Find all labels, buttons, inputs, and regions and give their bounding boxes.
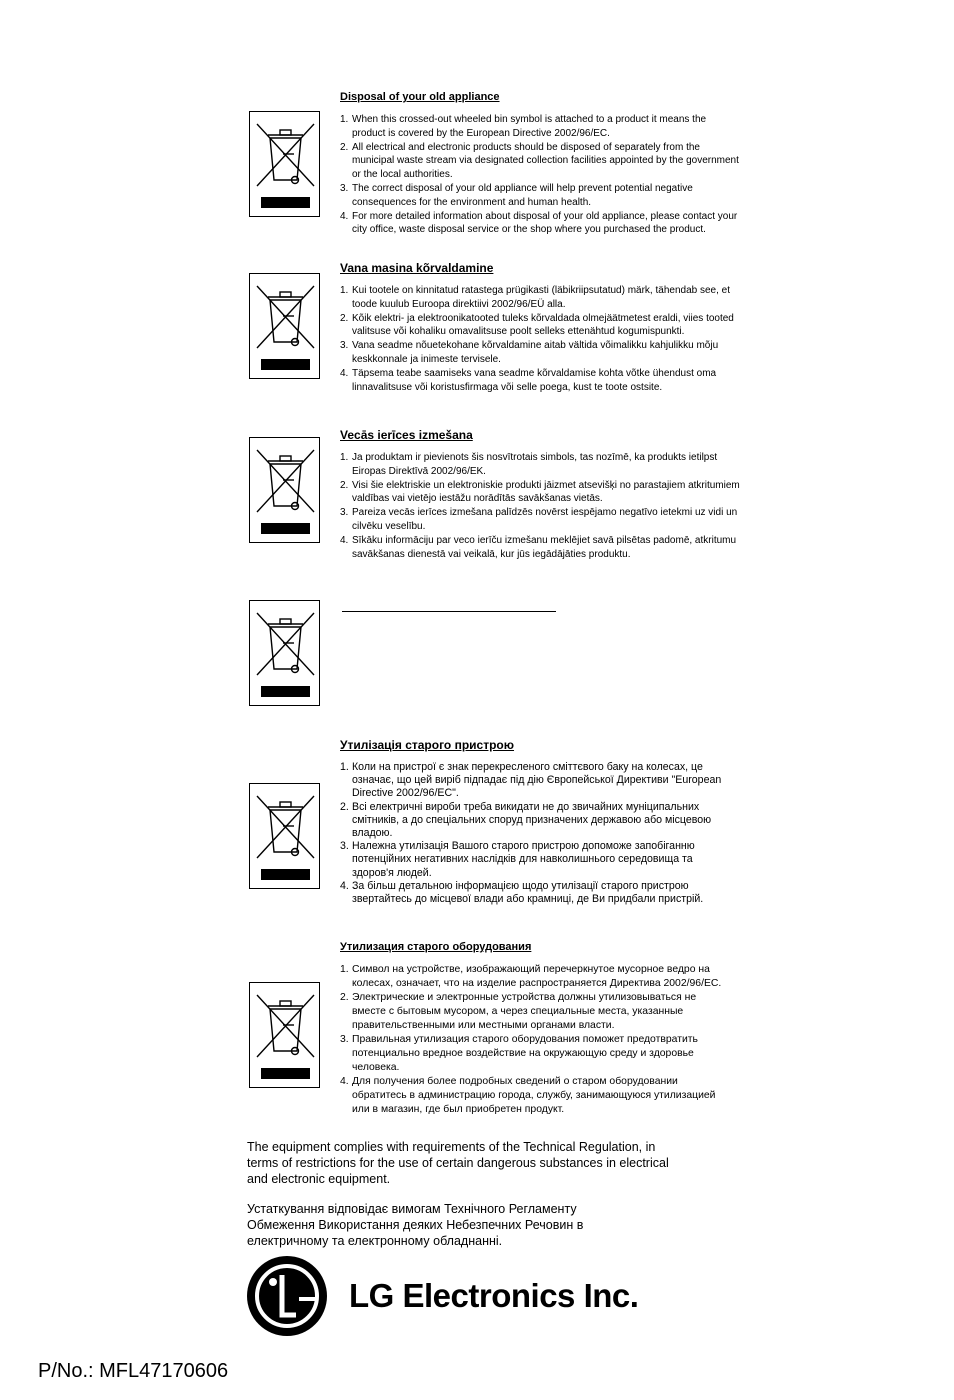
weee-bin-icon xyxy=(249,273,320,379)
section-title: Утилізація старого пристрою xyxy=(340,738,515,752)
list-item: 3. The correct disposal of your old appliance will help prevent potential negative consequences for the environment and human health. xyxy=(340,182,693,208)
empty-section-rule xyxy=(342,611,556,612)
compliance-text-english: The equipment complies with requirements of the Technical Regulation, in terms of restrictions for the use of certain dangerous substances in electrical and electronic equipment. xyxy=(247,1140,669,1186)
list-item: 3. Pareiza vecās ierīces izmešana palīdzēs novērst iespējamo negatīvo ietekmi uz vidi un cilvēku veselību. xyxy=(340,507,738,532)
weee-bin-icon xyxy=(249,600,320,706)
list-item: 3. Vana seadme nõuetekohane kõrvaldamine aitab vältida võimalikku kahjulikku mõju keskkonnale ja inimeste tervisele. xyxy=(340,340,719,365)
list-item: 4. Täpsema teabe saamiseks vana seadme kõrvaldamise kohta võtke ühendust oma linnavalitsuse või koristusfirmaga või selle poega, kust te toote ostsite. xyxy=(340,367,717,393)
section-russian xyxy=(340,937,730,1117)
list-item: 1. Ja produktam ir pievienots šis nosvītrotais simbols, tas nozīmē, ka produkts ietilpst Eiropas Direktīvā 2002/96/EK. xyxy=(340,452,718,477)
list-item: 4. Sīkāku informāciju par veco ierīču izmešanu meklējiet savā pilsētas padomē, atkritumu savākšanas dienestā vai veikalā, kur jūs iegādājāties produktu. xyxy=(340,534,737,560)
disposal-list xyxy=(340,451,740,561)
compliance-text-ukrainian: Устаткування відповідає вимогам Технічного Регламенту Обмеження Використання деяких Небезпечних Речовин в електричному та електронному обладнанні. xyxy=(247,1202,584,1248)
list-item: 2. Kõik elektri- ja elektroonikatooted tuleks kõrvaldada olmejäätmetest eraldi, viies tooted valitsuse või kohaliku omavalitsuse poolt selleks ettenähtud kogumispunkti. xyxy=(340,312,734,338)
list-item: 1. Kui tootele on kinnitatud ratastega prügikasti (läbikriipsutatud) märk, tähendab see, et toode kuulub Euroopa direktiivi 2002/96/EÜ alla. xyxy=(340,285,730,310)
list-item: 4. За більш детальною інформацією щодо утилізації старого пристрою звертайтесь до місцевої влади або крамниці, де Ви придбали пристрій. xyxy=(340,879,704,906)
section-title: Утилизация старого оборудования xyxy=(340,941,532,953)
list-item: 2. All electrical and electronic products should be disposed of separately from the municipal waste stream via designated collection facilities appointed by the government or the local authorities. xyxy=(340,141,739,181)
company-name: LG Electronics Inc. xyxy=(349,1277,639,1314)
list-item: 4. Для получения более подробных сведений о старом оборудовании обратитесь в администрацию города, службу, занимающуюся утилизацией или в магазин, где был приобретен продукт. xyxy=(340,1076,716,1115)
list-item: 4. For more detailed information about disposal of your old appliance, please contact your city office, waste disposal service or the shop where you purchased the product. xyxy=(340,210,738,236)
weee-bin-icon xyxy=(249,111,320,217)
disposal-list xyxy=(340,113,740,237)
list-item: 1. Символ на устройстве, изображающий перечеркнутое мусорное ведро на колесах, означает, что на изделие распространяется Директива 2002/96/EC. xyxy=(340,964,722,989)
part-number: P/No.: MFL47170606 xyxy=(38,1360,229,1382)
list-item: 3. Належна утилізація Вашого старого пристрою допоможе запобіганню потенційних негативних наслідків для навколишнього середовища та здоров'я людей. xyxy=(340,840,695,879)
disposal-list xyxy=(340,963,730,1117)
section-english xyxy=(340,87,740,237)
weee-bin-icon xyxy=(249,437,320,543)
disposal-list xyxy=(340,284,740,394)
section-title: Disposal of your old appliance xyxy=(340,91,500,103)
list-item: 1. When this crossed-out wheeled bin symbol is attached to a product it means the product is covered by the European Directive 2002/96/EC. xyxy=(340,114,707,139)
list-item: 2. Visi šie elektriskie un elektroniskie produkti jāizmet atsevišķi no parastajiem atkritumiem valdības vai vietējo iestāžu norādītās savākšanas vietās. xyxy=(340,479,740,505)
section-title: Vecās ierīces izmešana xyxy=(340,428,473,442)
section-latvian xyxy=(340,426,740,561)
section-estonian xyxy=(340,259,740,394)
section-title: Vana masina kõrvaldamine xyxy=(340,261,494,275)
list-item: 3. Правильная утилизация старого оборудования поможет предотвратить потенциально вредное воздействие на окружающую среду и здоровье человека. xyxy=(340,1034,698,1073)
section-ukrainian xyxy=(340,736,730,906)
lg-logo-icon xyxy=(246,1255,328,1337)
list-item: 1. Коли на пристрої є знак перекресленого сміттєвого баку на колесах, це означає, що цей виріб підпадає під дію Європейської Директиви "European Directive 2002/96/EC". xyxy=(340,761,722,800)
list-item: 2. Всі електричні вироби треба викидати не до звичайних муніципальних смітників, а до спеціальних споруд призначених державою або місцевою владою. xyxy=(340,800,712,840)
weee-bin-icon xyxy=(249,982,320,1088)
disposal-list xyxy=(340,761,730,906)
weee-bin-icon xyxy=(249,783,320,889)
list-item: 2. Электрические и электронные устройства должны утилизовываться не вместе с бытовым мусором, а через специальные места, указанные правительственными или местными органами власти. xyxy=(340,992,697,1031)
